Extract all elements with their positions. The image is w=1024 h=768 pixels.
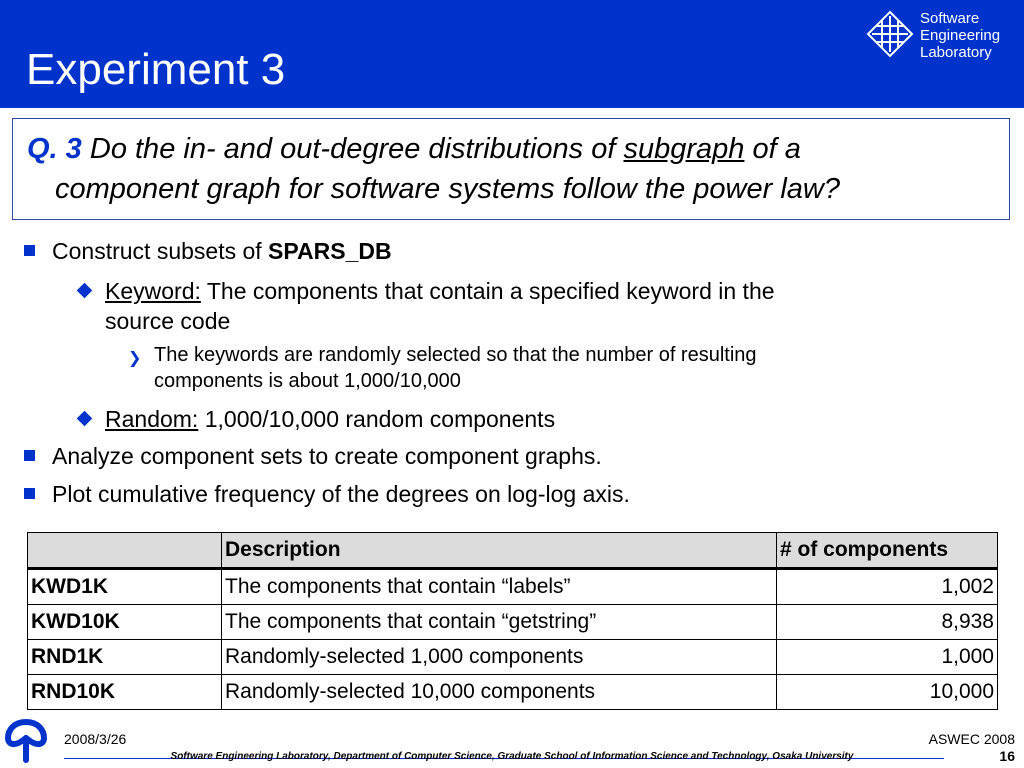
bullet-random — [105, 404, 985, 434]
diamond-bullet-icon — [77, 283, 93, 299]
bullet-analyze — [52, 443, 602, 470]
logo-line: Software — [920, 10, 980, 27]
square-bullet-icon — [24, 488, 35, 499]
arrow-bullet-icon: ❯ — [128, 350, 142, 367]
question-underlined-term: subgraph — [623, 133, 745, 165]
bullet-bold-term: SPARS_DB — [268, 238, 392, 264]
bullet-keyword — [105, 276, 985, 336]
bullet-plot — [52, 481, 630, 508]
dataset-description: The components that contain “labels” — [222, 569, 777, 605]
bullet-text-continued: components is about 1,000/10,000 — [154, 370, 461, 392]
logo-line: Engineering — [920, 27, 1001, 44]
table-header-row — [28, 533, 998, 569]
footer-affiliation: Software Engineering Laboratory, Department of Computer Science, Graduate School of Information Science and Technology, Osaka University — [170, 751, 854, 762]
bullet-text: The keywords are randomly selected so that the number of resulting — [154, 344, 757, 366]
bullet-construct-subsets — [52, 238, 392, 265]
bullet-label: Keyword: — [105, 278, 201, 304]
bullet-text: The components that contain a specified keyword in the — [206, 278, 775, 304]
bullet-label: Random: — [105, 406, 199, 432]
table-header-cell: # of components — [777, 533, 998, 569]
dataset-description: Randomly-selected 10,000 components — [222, 675, 777, 710]
dataset-id: RND1K — [28, 640, 222, 675]
lab-logo-text — [920, 10, 1000, 61]
bullet-keyword-detail — [128, 342, 954, 394]
dataset-id: KWD1K — [28, 569, 222, 605]
logo-line: Laboratory — [920, 44, 992, 61]
bullet-text: Analyze component sets to create component graphs. — [52, 443, 602, 469]
question-number: Q. 3 — [27, 133, 82, 165]
dataset-description: The components that contain “getstring” — [222, 605, 777, 640]
dataset-count: 1,002 — [777, 569, 998, 605]
table-row — [28, 640, 998, 675]
slide-header — [0, 0, 1024, 108]
square-bullet-icon — [24, 450, 35, 461]
table-row — [28, 569, 998, 605]
table-header-cell — [28, 533, 222, 569]
bullet-text: Plot cumulative frequency of the degrees on log-log axis. — [52, 481, 630, 507]
dataset-count: 10,000 — [777, 675, 998, 710]
table-row — [28, 605, 998, 640]
dataset-table — [27, 532, 998, 710]
table-header-cell: Description — [222, 533, 777, 569]
table-row — [28, 675, 998, 710]
dataset-id: KWD10K — [28, 605, 222, 640]
page-number: 16 — [999, 748, 1015, 764]
dataset-id: RND10K — [28, 675, 222, 710]
question-line-1 — [27, 129, 995, 169]
research-question-box — [12, 118, 1010, 220]
question-line-2: component graph for software systems follow the power law? — [55, 173, 840, 205]
dataset-count: 1,000 — [777, 640, 998, 675]
lab-logo-icon — [866, 10, 914, 62]
bullet-text-continued: source code — [105, 308, 231, 334]
square-bullet-icon — [24, 245, 35, 256]
conference-name: ASWEC 2008 — [928, 731, 1015, 747]
bullet-text: Construct subsets of — [52, 238, 262, 264]
question-text-a: Do the in- and out-degree distributions of — [89, 133, 616, 165]
bullet-text: 1,000/10,000 random components — [204, 406, 556, 432]
dataset-description: Randomly-selected 1,000 components — [222, 640, 777, 675]
dataset-count: 8,938 — [777, 605, 998, 640]
lab-logo — [866, 10, 1016, 66]
slide-date: 2008/3/26 — [64, 731, 127, 747]
question-text-b: of a — [752, 133, 801, 165]
diamond-bullet-icon — [77, 411, 93, 427]
slide-title: Experiment 3 — [26, 45, 286, 94]
